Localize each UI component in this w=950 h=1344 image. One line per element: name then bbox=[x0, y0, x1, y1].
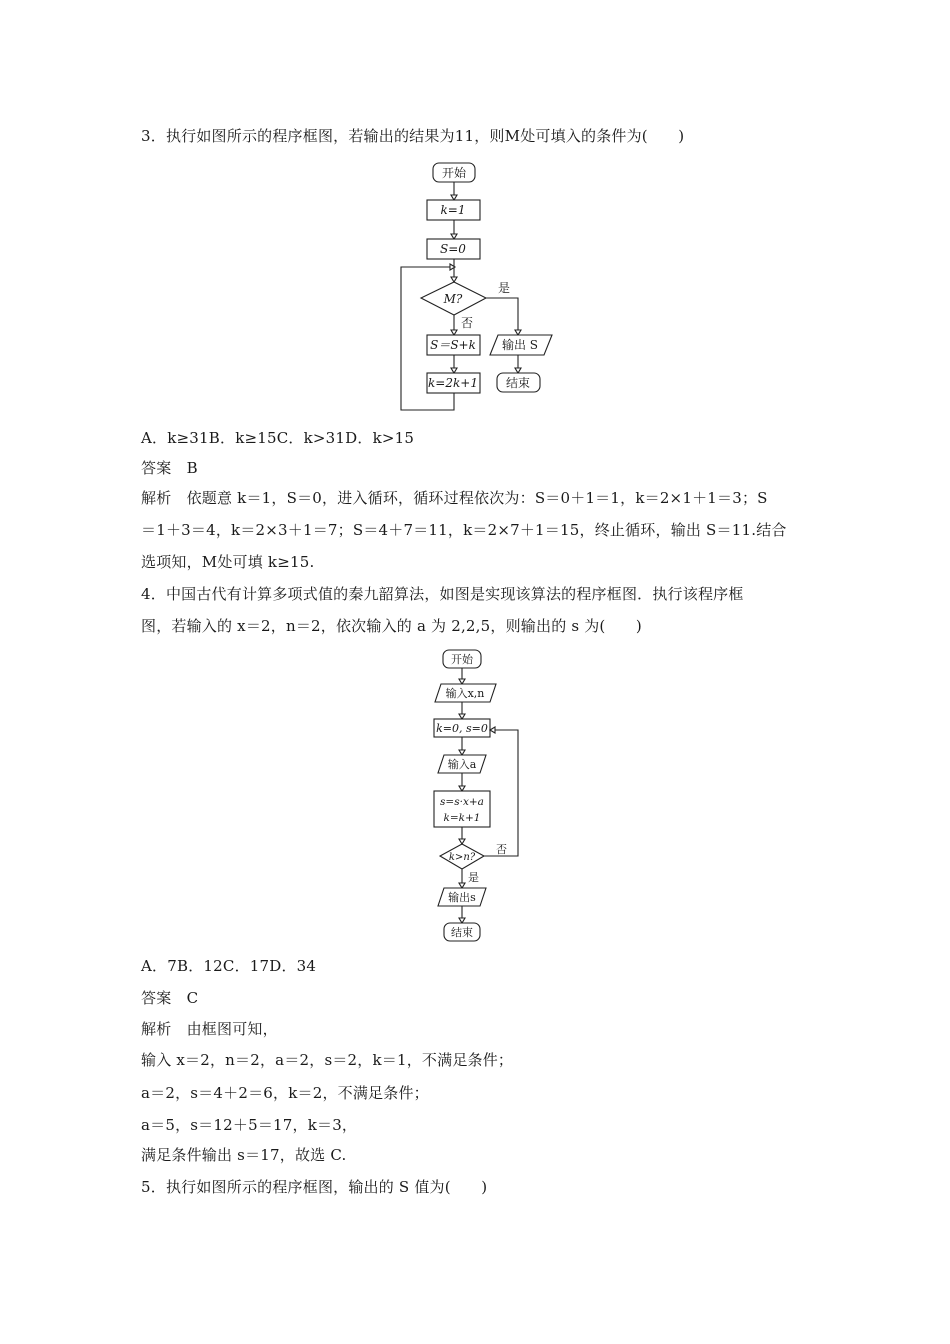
q4-options: A．7B．12C．17D．34 bbox=[141, 957, 317, 975]
q3-answer: 答案 B bbox=[141, 459, 198, 477]
q4-input-xn-label: 输入x,n bbox=[445, 687, 485, 700]
q3-condition-label: M? bbox=[443, 292, 463, 306]
q3-k-init-label: k=1 bbox=[440, 203, 466, 217]
q4-no-label: 否 bbox=[496, 843, 507, 856]
q3-analysis-line-2: ＝1＋3＝4，k＝2×3＋1＝7；S＝4＋7＝11，k＝2×7＋1＝15，终止循环，输出 S＝11.结合 bbox=[141, 521, 787, 539]
q3-s-init-label: S=0 bbox=[440, 242, 466, 256]
q5-stem: 5．执行如图所示的程序框图，输出的 S 值为( ) bbox=[141, 1178, 488, 1196]
q4-condition-label: k>n? bbox=[448, 852, 476, 863]
q3-yes-label: 是 bbox=[498, 281, 511, 295]
q3-output-label: 输出 S bbox=[501, 338, 539, 352]
q3-options: A．k≥31B．k≥15C．k>31D．k>15 bbox=[141, 429, 415, 447]
q3-flowchart bbox=[0, 0, 950, 430]
q4-output-label: 输出s bbox=[448, 891, 476, 904]
q4-yes-label: 是 bbox=[468, 871, 479, 884]
q4-analysis-line-1: 解析 由框图可知， bbox=[141, 1020, 278, 1038]
q4-init-label: k=0, s=0 bbox=[436, 722, 488, 735]
q4-analysis-line-3: a＝2，s＝4＋2＝6，k＝2，不满足条件； bbox=[141, 1084, 429, 1102]
q4-stem-line-2: 图，若输入的 x＝2，n＝2，依次输入的 a 为 2,2,5，则输出的 s 为( ) bbox=[141, 617, 642, 635]
q4-analysis-line-5: 满足条件输出 s＝17，故选 C. bbox=[141, 1146, 347, 1164]
q4-stem-line-1: 4．中国古代有计算多项式值的秦九韶算法，如图是实现该算法的程序框图．执行该程序框 bbox=[141, 585, 744, 603]
q3-analysis-line-1: 解析 依题意 k＝1，S＝0，进入循环，循环过程依次为：S＝0＋1＝1，k＝2×1＋1＝3；S bbox=[141, 489, 768, 507]
q4-answer: 答案 C bbox=[141, 989, 199, 1007]
q4-end-label: 结束 bbox=[451, 926, 473, 939]
q3-no-label: 否 bbox=[461, 316, 474, 330]
q4-flowchart bbox=[0, 645, 950, 945]
q3-start-label: 开始 bbox=[441, 166, 467, 180]
q3-update-k-label: k=2k+1 bbox=[428, 376, 478, 390]
q4-start-label: 开始 bbox=[451, 653, 473, 666]
q4-analysis-line-2: 输入 x＝2，n＝2，a＝2，s＝2，k＝1，不满足条件； bbox=[141, 1051, 514, 1069]
q4-update-line-2: k=k+1 bbox=[443, 812, 481, 824]
q3-analysis-line-3: 选项知，M处可填 k≥15. bbox=[141, 553, 315, 571]
q4-update-line-1: s=s·x+a bbox=[440, 796, 484, 808]
q3-update-s-label: S＝S+k bbox=[430, 338, 476, 352]
q3-end-label: 结束 bbox=[505, 376, 531, 390]
q4-analysis-line-4: a＝5，s＝12＋5＝17，k＝3， bbox=[141, 1116, 358, 1134]
q4-input-a-label: 输入a bbox=[447, 758, 477, 771]
q3-stem: 3．执行如图所示的程序框图，若输出的结果为11，则M处可填入的条件为( ) bbox=[141, 127, 685, 145]
